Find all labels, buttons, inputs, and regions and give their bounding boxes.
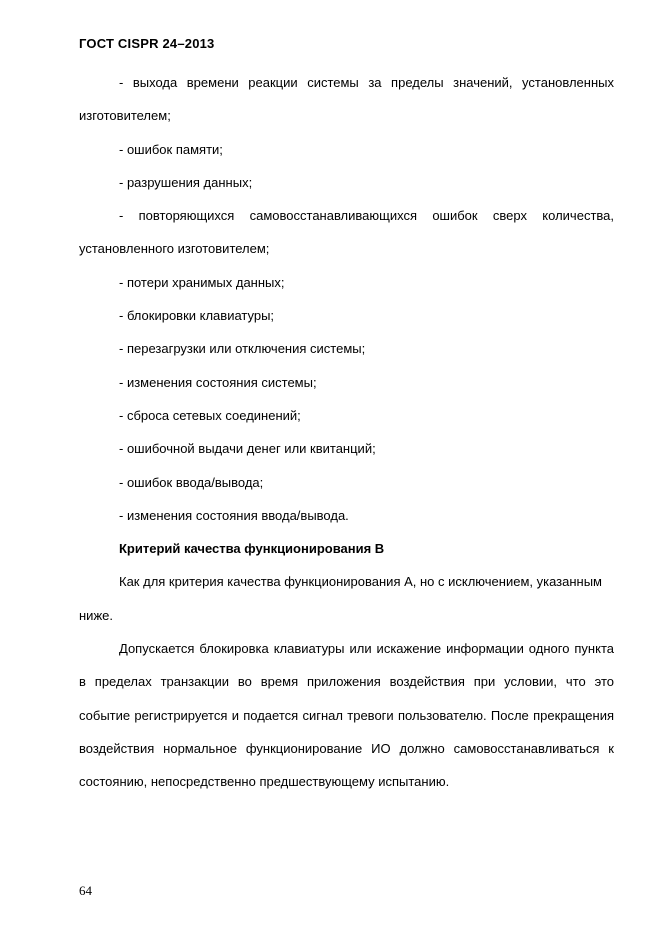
list-item: - сброса сетевых соединений; (119, 407, 301, 423)
list-item: - ошибок памяти; (119, 141, 223, 157)
list-item: - выхода времени реакции системы за пределы значений, установленных изготовителем; (79, 75, 614, 124)
list-item: - перезагрузки или отключения системы; (119, 341, 366, 357)
list-item: - ошибочной выдачи денег или квитанций; (119, 441, 376, 457)
page-number: 64 (79, 883, 92, 898)
document-header: ГОСТ CISPR 24–2013 (79, 36, 215, 51)
paragraph: Как для критерия качества функционирования А, но с исключением, указанным ниже. (79, 574, 602, 623)
list-item: - потери хранимых данных; (119, 274, 285, 290)
list-item: - ошибок ввода/вывода; (119, 474, 264, 490)
paragraph: Допускается блокировка клавиатуры или искажение информации одного пункта в пределах транзакции во время приложения воздействия при условии, что это событие регистрируется и подается сигнал тревоги пользователю. После прекращения воздействия нормальное функционирование ИО должно самовосстанавливаться к состоянию, непосредственно предшествующему испытанию. (79, 641, 614, 790)
list-item: - изменения состояния ввода/вывода. (119, 507, 349, 523)
document-body (79, 66, 614, 799)
list-item: - разрушения данных; (119, 174, 253, 190)
list-item: - изменения состояния системы; (119, 374, 317, 390)
list-item: - повторяющихся самовосстанавливающихся ошибок сверх количества, установленного изготовителем; (79, 208, 614, 257)
section-heading: Критерий качества функционирования В (119, 541, 385, 557)
list-item: - блокировки клавиатуры; (119, 308, 275, 324)
